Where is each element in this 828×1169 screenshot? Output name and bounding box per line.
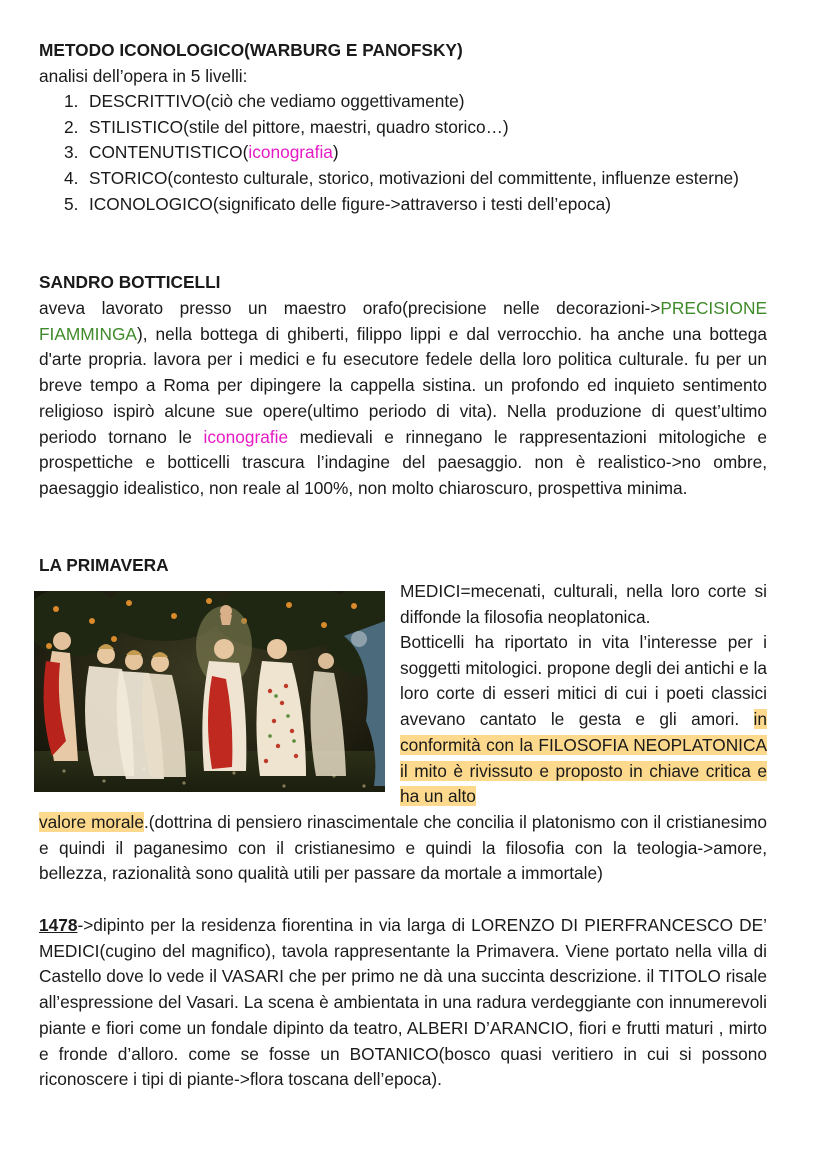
primavera-full-paragraph: valore morale.(dottrina di pensiero rinascimentale che concilia il platonismo con il cristianesimo e quindi il paganesimo con il cristianesimo e quindi la filosofia con la teologia->amore, bellezza, razionalità sono qualità utili per passare da mortale a immortale) [39, 812, 767, 884]
primavera-side-paragraph-a: MEDICI=mecenati, culturali, nella loro corte si diffonde la filosofia neoplatonica. [400, 581, 767, 627]
iconografie-text: iconografie [203, 426, 289, 447]
section-intro: analisi dell’opera in 5 livelli: [39, 66, 248, 86]
section-title-primavera: LA PRIMAVERA [39, 555, 169, 575]
year-label: 1478 [39, 915, 78, 935]
highlighted-text: in conformità con la FILOSOFIA NEOPLATONICA il mito è rivissuto e proposto in chiave critica e ha un alto [400, 709, 767, 807]
primavera-history-paragraph: 1478->dipinto per la residenza fiorentina in via larga di LORENZO DI PIERFRANCESCO DE’ MEDICI(cugino del magnifico), tavola rappresentante la Primavera. Viene portato nella villa di Castello dove lo vede il VASARI che per primo ne dà una succinta descrizione. il TITOLO risale all’espressione del Vasari. La scena è ambientata in una radura verdeggiante con innumerevoli piante e fiori come un fondale dipinto da teatro, ALBERI D’ARANCIO, fiori e frutti maturi , mirto e fronde d’alloro. come se fosse un BOTANICO(bosco quasi veritiero in cui si possono riconoscere i tipi di piante->flora toscana dell’epoca). [39, 915, 767, 1090]
list-item: 3. CONTENUTISTICO(iconografia) [64, 142, 339, 163]
highlighted-text: valore morale [39, 812, 144, 832]
list-item: 1. DESCRITTIVO(ciò che vediamo oggettivamente) [64, 91, 465, 111]
botticelli-paragraph: aveva lavorato presso un maestro orafo(precisione nelle decorazioni->PRECISIONE FIAMMINGA), nella bottega di ghiberti, filippo lippi e dal verrocchio. ha anche una bottega d'arte propria. lavora per i medici e fu esecutore fedele della loro politica culturale. fu per un breve tempo a Roma per dipingere la cappella sistina. un profondo ed inquieto sentimento religioso ispirò alcune sue opere(ultimo periodo di vita). Nella produzione di quest’ultimo periodo tornano le iconografie medievali e rinnegano le rappresentazioni mitologiche e prospettiche e botticelli trascura l’indagine del paesaggio. non è realistico->no ombre, paesaggio idealistico, non reale al 100%, non molto chiaroscuro, prospettiva minima. [39, 298, 767, 498]
section-title-botticelli: SANDRO BOTTICELLI [39, 272, 221, 292]
primavera-side-paragraph-b: Botticelli ha riportato in vita l’interesse per i soggetti mitologici. propone degli dei antichi e la loro corte di esseri mitici di cui i poeti classici avevano cantato le gesta e gli amori. in conformità con la FILOSOFIA NEOPLATONICA il mito è rivissuto e proposto in chiave critica e ha un alto [400, 632, 767, 807]
section-title-metodo: METODO ICONOLOGICO(WARBURG E PANOFSKY) [39, 40, 463, 60]
precisione-fiamminga-text: PRECISIONE FIAMMINGA [39, 298, 767, 344]
primavera-painting-image [34, 591, 385, 792]
list-item: 4. STORICO(contesto culturale, storico, motivazioni del committente, influenze esterne) [64, 168, 739, 189]
list-item: 5. ICONOLOGICO(significato delle figure->attraverso i testi dell’epoca) [64, 193, 612, 214]
levels-list [64, 89, 767, 218]
list-item: 2. STILISTICO(stile del pittore, maestri, quadro storico…) [64, 116, 509, 137]
iconografia-link: iconografia [248, 142, 333, 163]
